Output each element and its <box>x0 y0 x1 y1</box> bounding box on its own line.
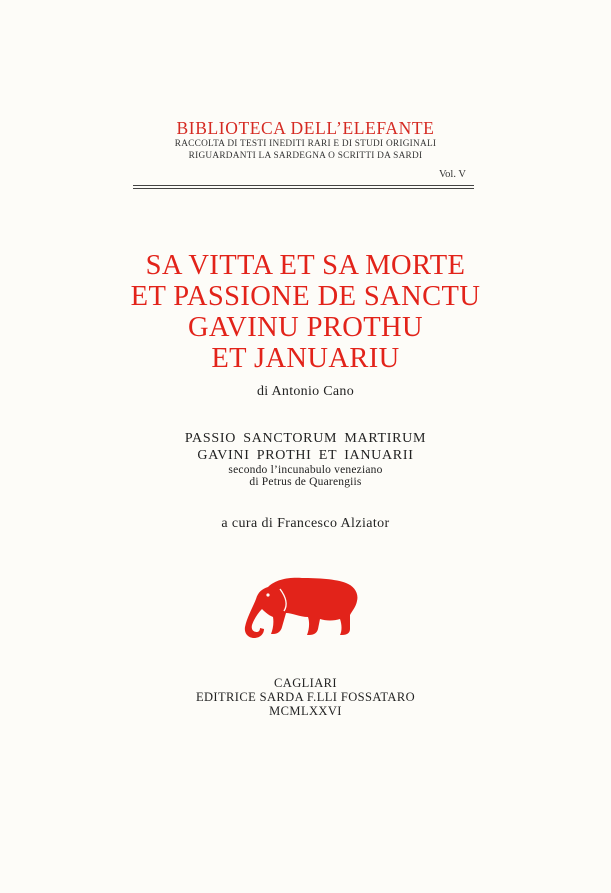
latin-title-line-2: GAVINI PROTHI ET IANUARII <box>197 448 414 463</box>
book-title-line-3: GAVINU PROTHU <box>187 312 424 343</box>
imprint <box>0 676 611 718</box>
source-note-line-1: secondo l’incunabulo veneziano <box>228 464 383 476</box>
book-title <box>0 250 611 374</box>
elephant-icon <box>238 573 362 641</box>
volume-number: Vol. V <box>438 169 466 180</box>
header-rule-top <box>133 185 474 186</box>
author-line: di Antonio Cano <box>256 384 355 399</box>
book-title-line-4: ET JANUARIU <box>211 343 400 374</box>
series-header <box>0 118 611 180</box>
imprint-year: MCMLXXVI <box>269 704 342 718</box>
book-title-line-1: SA VITTA ET SA MORTE <box>145 250 466 281</box>
editor-line: a cura di Francesco Alziator <box>221 516 390 531</box>
imprint-city: CAGLIARI <box>274 676 337 690</box>
series-description-line-2: RIGUARDANTI LA SARDEGNA O SCRITTI DA SARDI <box>188 151 423 161</box>
book-title-line-2: ET PASSIONE DE SANCTU <box>130 281 481 312</box>
latin-subtitle <box>0 430 611 488</box>
series-description-line-1: RACCOLTA DI TESTI INEDITI RARI E DI STUDI ORIGINALI <box>174 139 437 149</box>
imprint-publisher: EDITRICE SARDA F.LLI FOSSATARO <box>195 690 416 704</box>
header-rule-bottom <box>133 188 474 189</box>
series-title: BIBLIOTECA DELL’ELEFANTE <box>176 118 435 138</box>
latin-title-line-1: PASSIO SANCTORUM MARTIRUM <box>184 431 427 446</box>
source-note-line-2: di Petrus de Quarengiis <box>249 476 362 488</box>
